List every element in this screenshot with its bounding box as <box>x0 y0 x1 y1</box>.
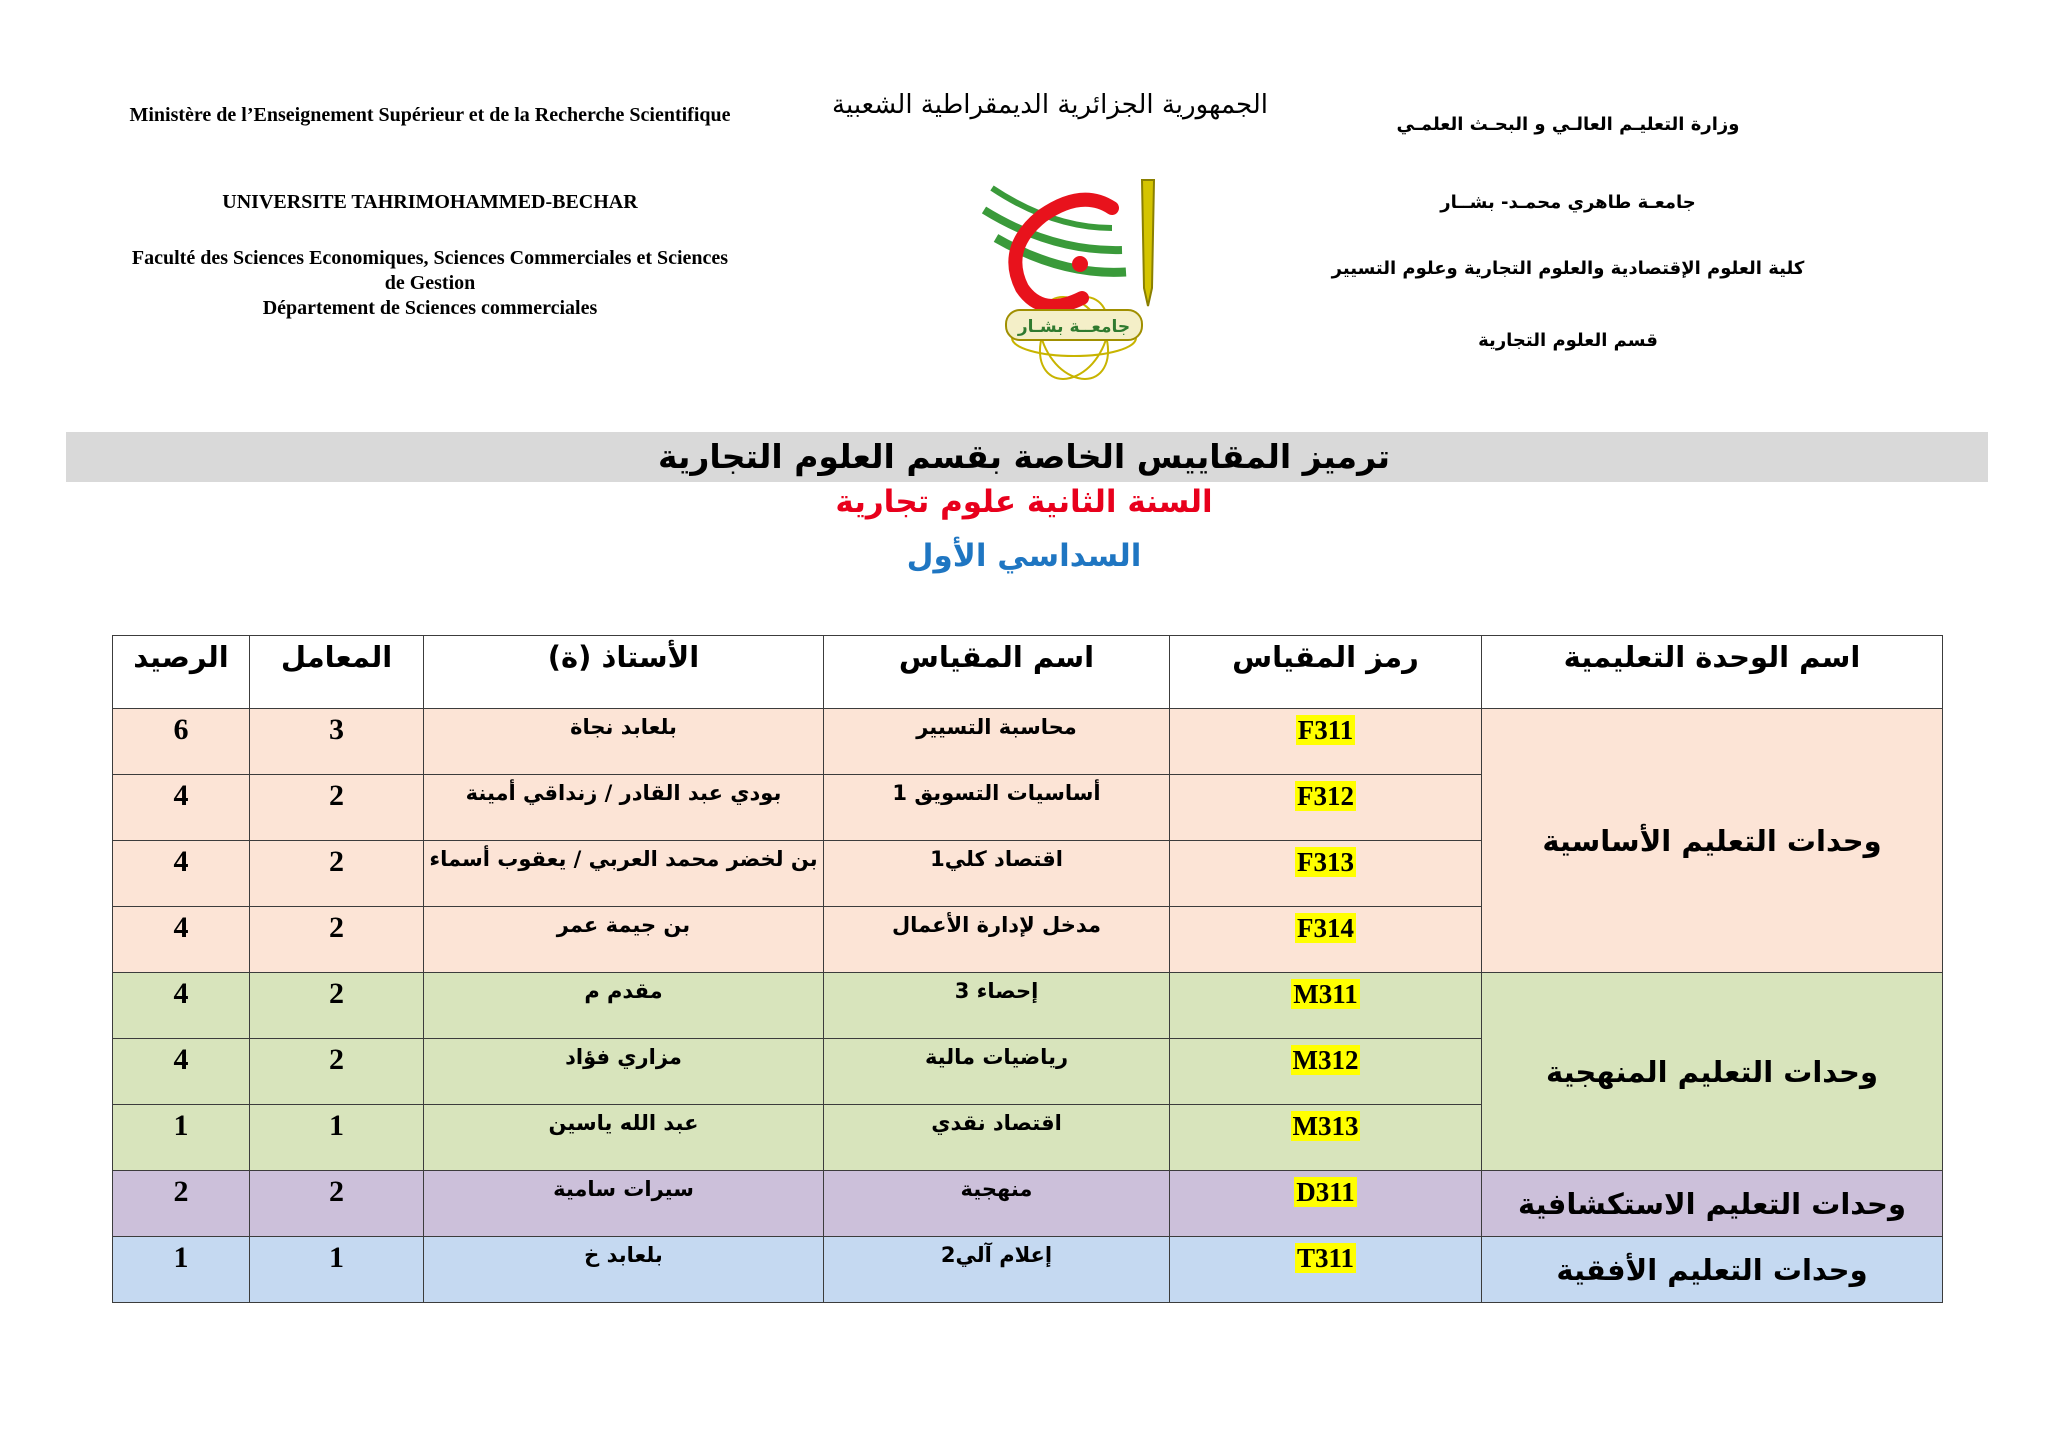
header-coefficient: المعامل <box>250 636 424 709</box>
module-code: F313 <box>1297 847 1354 877</box>
professor: بودي عبد القادر / زنداقي أمينة <box>424 775 824 841</box>
university-fr: UNIVERSITE TAHRIMOHAMMED-BECHAR <box>222 191 638 213</box>
credit: 4 <box>113 973 250 1039</box>
unit-cell: وحدات التعليم المنهجية <box>1482 973 1943 1171</box>
ministry-ar: وزارة التعليـم العالـي و البحـث العلمـي <box>1396 114 1740 135</box>
professor: بلعابد خ <box>424 1237 824 1303</box>
year-subtitle: السنة الثانية علوم تجارية <box>835 484 1213 520</box>
page-title: ترميز المقاييس الخاصة بقسم العلوم التجارية <box>657 437 1391 476</box>
unit-cell: وحدات التعليم الأفقية <box>1482 1237 1943 1303</box>
module-code: F311 <box>1297 715 1354 745</box>
module-code: M313 <box>1292 1111 1359 1141</box>
module-code-cell <box>1170 709 1482 775</box>
credit: 1 <box>113 1237 250 1303</box>
modules-table <box>112 635 1943 1303</box>
module-name: منهجية <box>824 1171 1170 1237</box>
semester-subtitle: السداسي الأول <box>906 538 1142 574</box>
coefficient: 1 <box>250 1237 424 1303</box>
module-code: F314 <box>1297 913 1354 943</box>
table-row <box>113 973 1943 1039</box>
header-module: اسم المقياس <box>824 636 1170 709</box>
table-header-row <box>113 636 1943 709</box>
professor: بلعابد نجاة <box>424 709 824 775</box>
coefficient: 2 <box>250 841 424 907</box>
university-logo <box>962 168 1190 390</box>
module-code: D311 <box>1296 1177 1355 1207</box>
ministry-fr: Ministère de l’Enseignement Supérieur et de la Recherche Scientifique <box>129 104 731 126</box>
module-code: M311 <box>1293 979 1358 1009</box>
module-code-cell <box>1170 907 1482 973</box>
module-name: رياضيات مالية <box>824 1039 1170 1105</box>
module-code-cell <box>1170 841 1482 907</box>
professor: بن لخضر محمد العربي / يعقوب أسماء <box>424 841 824 907</box>
department-ar: قسم العلوم التجارية <box>1478 330 1658 351</box>
module-name: إعلام آلي2 <box>824 1237 1170 1303</box>
logo-caption: جامعــة بشـار <box>1017 317 1131 337</box>
module-name: محاسبة التسيير <box>824 709 1170 775</box>
header-professor: الأستاذ (ة) <box>424 636 824 709</box>
module-code-cell <box>1170 973 1482 1039</box>
faculty-ar: كلية العلوم الإقتصادية والعلوم التجارية وعلوم التسيير <box>1331 258 1805 279</box>
coefficient: 2 <box>250 775 424 841</box>
header-code: رمز المقياس <box>1170 636 1482 709</box>
module-code: T311 <box>1296 1243 1355 1273</box>
professor: مقدم م <box>424 973 824 1039</box>
coefficient: 2 <box>250 1039 424 1105</box>
professor: سيرات سامية <box>424 1171 824 1237</box>
coefficient: 2 <box>250 1171 424 1237</box>
credit: 2 <box>113 1171 250 1237</box>
coefficient: 2 <box>250 973 424 1039</box>
professor: مزاري فؤاد <box>424 1039 824 1105</box>
faculty-fr: Faculté des Sciences Economiques, Sciences Commerciales et Sciences de Gestion <box>131 247 729 294</box>
module-name: أساسيات التسويق 1 <box>824 775 1170 841</box>
module-code-cell <box>1170 1105 1482 1171</box>
credit: 4 <box>113 907 250 973</box>
table-row <box>113 709 1943 775</box>
credit: 4 <box>113 1039 250 1105</box>
credit: 1 <box>113 1105 250 1171</box>
module-name: اقتصاد كلي1 <box>824 841 1170 907</box>
credit: 6 <box>113 709 250 775</box>
module-code: M312 <box>1292 1045 1359 1075</box>
module-name: إحصاء 3 <box>824 973 1170 1039</box>
module-code-cell <box>1170 1171 1482 1237</box>
table-row <box>113 1237 1943 1303</box>
module-code-cell <box>1170 1039 1482 1105</box>
module-code-cell <box>1170 775 1482 841</box>
coefficient: 2 <box>250 907 424 973</box>
unit-cell: وحدات التعليم الاستكشافية <box>1482 1171 1943 1237</box>
module-name: مدخل لإدارة الأعمال <box>824 907 1170 973</box>
table-row <box>113 1171 1943 1237</box>
credit: 4 <box>113 775 250 841</box>
credit: 4 <box>113 841 250 907</box>
republic-title: الجمهورية الجزائرية الديمقراطية الشعبية <box>832 90 1268 120</box>
university-ar: جامعـة طاهري محمـد- بشــار <box>1440 192 1696 213</box>
module-code-cell <box>1170 1237 1482 1303</box>
unit-cell: وحدات التعليم الأساسية <box>1482 709 1943 973</box>
professor: عبد الله ياسين <box>424 1105 824 1171</box>
header-credit: الرصيد <box>113 636 250 709</box>
coefficient: 1 <box>250 1105 424 1171</box>
header-unit: اسم الوحدة التعليمية <box>1482 636 1943 709</box>
professor: بن جيمة عمر <box>424 907 824 973</box>
coefficient: 3 <box>250 709 424 775</box>
module-name: اقتصاد نقدي <box>824 1105 1170 1171</box>
module-code: F312 <box>1297 781 1354 811</box>
department-fr: Département de Sciences commerciales <box>262 297 598 319</box>
